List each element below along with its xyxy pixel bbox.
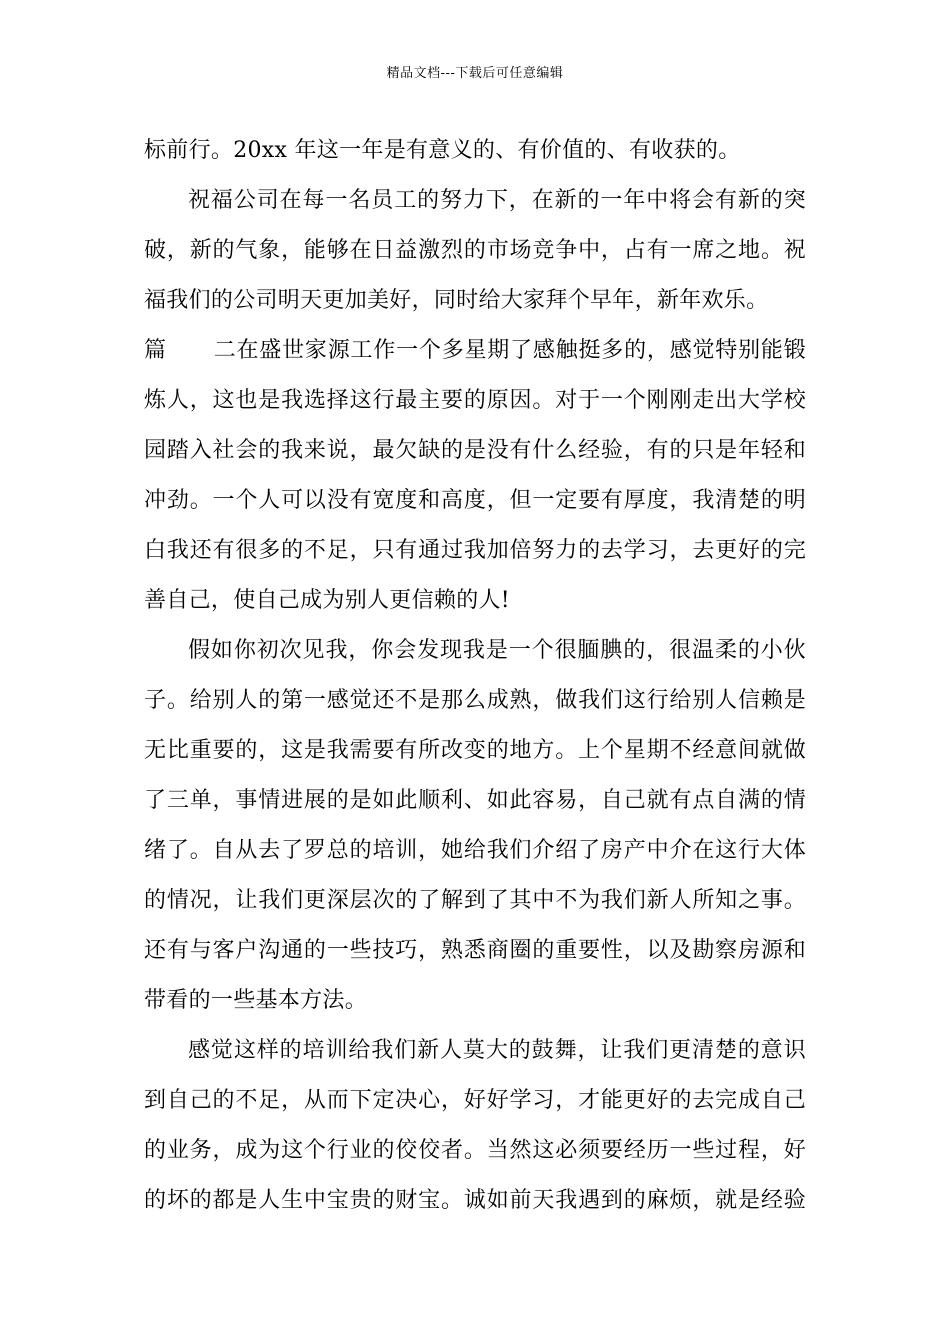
paragraph-first-line: 感觉这样的培训给我们新人莫大的鼓舞，让我们更清楚的意识 bbox=[188, 1038, 806, 1063]
text-line: 无比重要的，这是我需要有所改变的地方。上个星期不经意间就做 bbox=[144, 738, 806, 763]
text-line: 冲劲。一个人可以没有宽度和高度，但一定要有厚度，我清楚的明 bbox=[144, 488, 806, 513]
text-line: 绪了。自从去了罗总的培训，她给我们介绍了房产中介在这行大体 bbox=[144, 838, 806, 863]
text-line: 园踏入社会的我来说，最欠缺的是没有什么经验，有的只是年轻和 bbox=[144, 438, 806, 463]
text-line: 的坏的都是人生中宝贵的财宝。诚如前天我遇到的麻烦，就是经验 bbox=[144, 1188, 806, 1213]
text-line: 的业务，成为这个行业的佼佼者。当然这必须要经历一些过程，好 bbox=[144, 1138, 806, 1163]
text-line: 破，新的气象，能够在日益激烈的市场竞争中，占有一席之地。祝 bbox=[144, 238, 806, 263]
page-header: 精品文档---下载后可任意编辑 bbox=[386, 66, 564, 81]
text-line: 炼人，这也是我选择这行最主要的原因。对于一个刚刚走出大学校 bbox=[144, 388, 806, 413]
paragraph-first-line: 假如你初次见我，你会发现我是一个很腼腆的，很温柔的小伙 bbox=[188, 638, 806, 663]
text-line: 善自己，使自己成为别人更信赖的人! bbox=[144, 588, 510, 613]
text-line: 标前行。20xx 年这一年是有意义的、有价值的、有收获的。 bbox=[144, 138, 741, 163]
text-line: 福我们的公司明天更加美好，同时给大家拜个早年，新年欢乐。 bbox=[144, 288, 769, 313]
text-line: 在盛世家源工作一个多星期了感触挺多的，感觉特别能锻 bbox=[236, 338, 806, 363]
text-line: 了三单，事情进展的是如此顺利、如此容易，自己就有点自满的情 bbox=[144, 788, 806, 813]
text-line: 白我还有很多的不足，只有通过我加倍努力的去学习，去更好的完 bbox=[144, 538, 806, 563]
text-line: 带看的一些基本方法。 bbox=[144, 988, 368, 1013]
paragraph-first-line: 祝福公司在每一名员工的努力下，在新的一年中将会有新的突 bbox=[188, 188, 806, 213]
text-line: 子。给别人的第一感觉还不是那么成熟，做我们这行给别人信赖是 bbox=[144, 688, 806, 713]
section-label: 篇二 bbox=[144, 338, 236, 363]
text-line: 还有与客户沟通的一些技巧，熟悉商圈的重要性，以及勘察房源和 bbox=[144, 938, 806, 963]
text-line: 到自己的不足，从而下定决心，好好学习，才能更好的去完成自己 bbox=[144, 1088, 806, 1113]
text-line: 的情况，让我们更深层次的了解到了其中不为我们新人所知之事。 bbox=[144, 888, 806, 913]
section-first-line bbox=[144, 336, 806, 366]
